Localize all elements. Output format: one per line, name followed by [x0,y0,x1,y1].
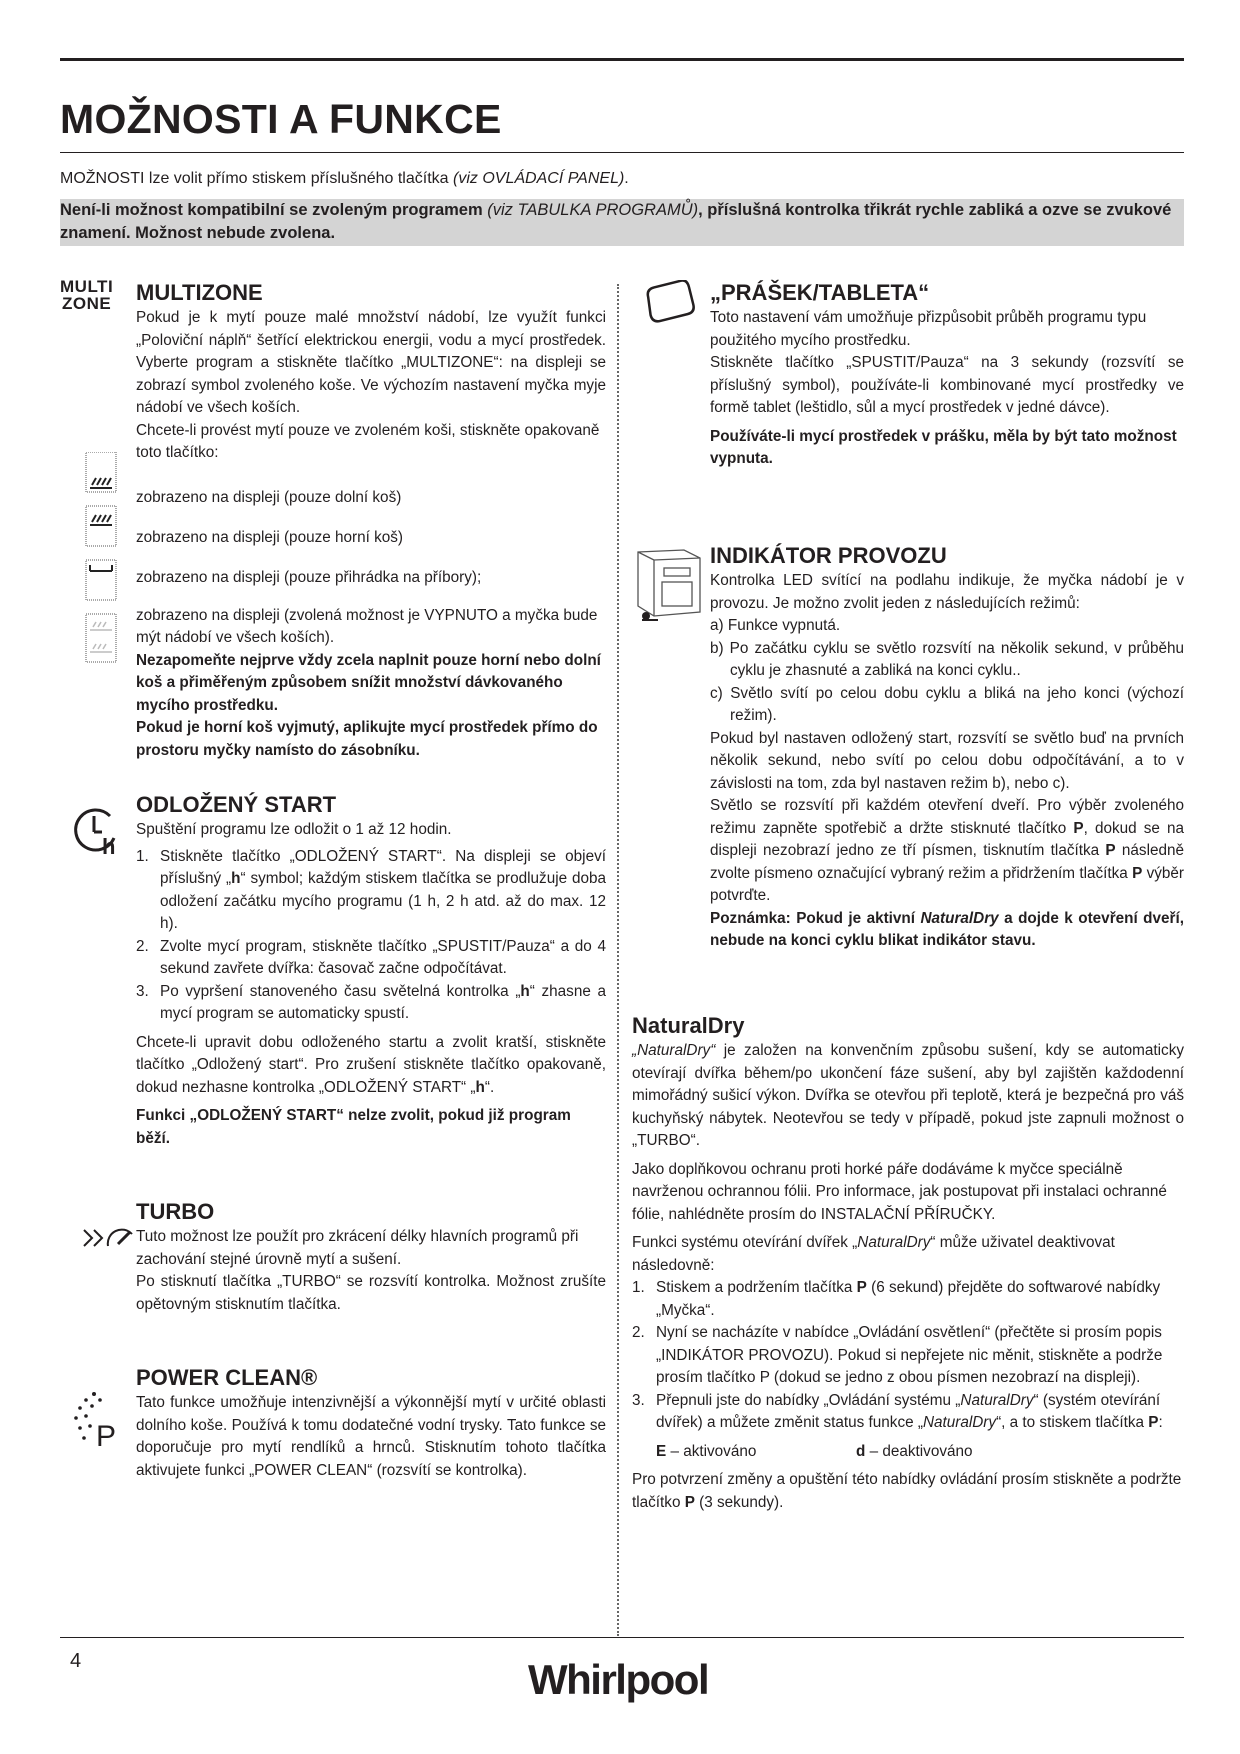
indicator-note-a: Poznámka: Pokud je aktivní [710,909,921,927]
display-row-lower [136,479,606,519]
delay-start-section [136,791,606,1150]
delay-step-3: 3. Po vypršení stanoveného času světelná kontrolka „h“ zhasne a mycí program se automaticky spustí. [136,982,606,1022]
delay-step-2-text: Zvolte mycí program, stiskněte tlačítko „SPUSTIT/Pauza“ a do 4 sekund zavřete dvířka: časovač začne odpočítávat. [160,937,606,977]
delay-step-1-a: Stiskněte tlačítko „ODLOŽENÝ START“. Na displeji se objeví příslušný „ [160,847,606,887]
nd-step-3-d: : [1158,1414,1163,1431]
nd-step-3-a: Přepnuli jste do nabídky „Ovládání systému „ [656,1391,961,1409]
intro-reference: (viz OVLÁDACÍ PANEL) [453,170,625,187]
turbo-icon [82,1222,138,1261]
nd-step-1-b: (6 sekund) přejděte do softwarové nabídky „Myčka“. [656,1279,1161,1319]
multizone-icon [60,278,113,312]
intro-end: . [624,170,629,187]
naturaldry-p3-a: Funkci systému otevírání dvířek „ [632,1234,858,1251]
indicator-p3-key-2: P [1105,842,1116,859]
naturaldry-paragraph-1 [632,1040,1184,1153]
nd-step-3-name: NaturalDry [960,1391,1034,1409]
multizone-paragraph-2: Chcete-li provést mytí pouze ve zvoleném koši, stiskněte opakovaně toto tlačítko: [136,421,600,461]
multizone-bold-2: Pokud je horní koš vyjmutý, aplikujte mycí prostředek přímo do prostoru myčky namísto do zásobníku. [136,719,598,759]
nd-step-3-key: P [1148,1414,1159,1431]
status-enabled [656,1441,856,1464]
naturaldry-step-1: 1. Stiskem a podržením tlačítka P (6 sekund) přejděte do softwarové nabídky „Myčka“. [632,1279,1161,1319]
right-column [710,279,1184,471]
naturaldry-p3-b: “ může uživatel deaktivovat následovně: [632,1234,1115,1274]
tablet-paragraph-2: Stiskněte tlačítko „SPUSTIT/Pauza“ na 3 sekundy (rozsvítí se příslušný symbol), používáte-li kombinované mycí prostředky ve formě tablet (leštidlo, sůl a mycí prostředek v jedné dávce). [710,354,1184,416]
top-rule [60,58,1184,61]
naturaldry-p1-name: „NaturalDry“ [632,1042,716,1059]
display-row-cutlery [136,559,606,599]
power-clean-paragraph: Tato funkce umožňuje intenzivnější a výkonnější mytí v určité oblasti dolního koše. Používá k tomu dodatečné vodní trysky. Tato funkce se doporučuje pro mytí rendlíků a hrnců. Stisknutím tohoto tlačítka aktivujete funkci „POWER CLEAN“ (rozsvítí se kontrolka). [136,1394,606,1479]
naturaldry-steps [632,1277,1184,1435]
status-enabled-letter: E [656,1442,667,1460]
left-column [136,279,606,1482]
indicator-note [710,908,1184,953]
compatibility-warning [60,199,1184,246]
tablet-bold: Používáte-li mycí prostředek v prášku, měla by být tato možnost vypnuta. [710,427,1177,467]
naturaldry-paragraph-2: Jako doplňkovou ochranu proti horké páře dodáváme k myčce speciálně navrženou ochrannou fólii. Pro informace, jak postupovat při instalaci ochranné fólie, nahlédněte prosím do INSTALAČNÍ PŘÍRUČKY. [632,1160,1167,1223]
nd-step-2-text: Nyní se nacházíte v nabídce „Ovládání osvětlení“ (přečtěte si prosím popis „INDIKÁTOR PROVOZU). Pokud si nepřejete nic měnit, stiskněte a podrže prosím tlačítko P (dokud se jedno z obou písmen nezobrazí na displeji). [656,1324,1163,1386]
status-disabled [856,1441,973,1464]
display-upper-text: zobrazeno na displeji (pouze horní koš) [136,529,404,547]
indicator-heading: INDIKÁTOR PROVOZU [710,543,947,568]
indicator-note-b: a dojde k otevření dveří, nebude na konci cyklu blikat indikátor stavu. [710,909,1184,949]
indicator-paragraph-1: Kontrolka LED svítící na podlahu indikuje, že myčka nádobí je v provozu. Je možno zvolit jeden z následujících režimů: [710,572,1184,612]
status-codes [632,1441,1184,1464]
delay-p2-a: Chcete-li upravit dobu odloženého startu a zvolit kratší, stiskněte tlačítko „Odložený start“. Pro zrušení stiskněte tlačítko opakovaně, dokud nezhasne kontrolka „ODLOŽENÝ START“ „ [136,1033,606,1096]
nd-p4-a: Pro potvrzení změny a opuštění této nabídky ovládání prosím stiskněte a podržte tlačítko [632,1471,1182,1511]
multizone-bold-1: Nezapomeňte nejprve vždy zcela naplnit pouze horní nebo dolní koš a přiměřeným způsobem snížit množství dávkovaného mycího prostředku. [136,651,601,714]
indicator-note-naturaldry: NaturalDry [920,909,999,927]
column-divider [617,284,619,1636]
nd-step-3-c: “, a to stiskem tlačítka [996,1414,1149,1431]
indicator-p3-d: výběr potvrďte. [710,864,1185,904]
right-column-indicator [710,542,1184,953]
tablet-section [710,279,1184,471]
delay-start-bold: Funkci „ODLOŽENÝ START“ nelze zvolit, pokud již program běží. [136,1107,571,1147]
turbo-paragraph-1: Tuto možnost lze použít pro zkrácení délky hlavních programů při zachování stejné úrovně mytí a sušení. [136,1228,579,1268]
svg-text:P: P [96,1420,117,1448]
nd-p4-b: (3 sekundy). [694,1493,784,1511]
indicator-p3-c: následně zvolte písmeno označující vybraný režim a přidržením tlačítka [710,842,1184,882]
indicator-mode-b: b) Po začátku cyklu se světlo rozsvítí na několik sekund, v průběhu cyklu je zhasnuté a zabliká na konci cyklu.. [710,639,1184,679]
title-rule [60,152,1184,153]
warning-reference: (viz TABULKA PROGRAMŮ) [487,201,699,219]
indicator-mode-c: c) Světlo svítí po celou dobu cyklu a bliká na jeho konci (výchozí režim). [710,684,1184,724]
delay-start-paragraph-2 [136,1032,606,1100]
turbo-paragraph-2: Po stisknutí tlačítka „TURBO“ se rozsvítí kontrolka. Možnost zrušíte opětovným stisknutím tlačítka. [136,1273,606,1313]
multizone-section [136,279,606,762]
multizone-icon-line2: ZONE [61,294,112,313]
tablet-icon [642,280,696,331]
status-disabled-text: – deaktivováno [865,1442,973,1460]
indicator-paragraph-3 [710,795,1184,908]
tablet-paragraph-1: Toto nastavení vám umožňuje přizpůsobit průběh programu typu použitého mycího prostředku. [710,309,1147,349]
nd-p4-key: P [684,1493,695,1511]
whirlpool-logo: Whirlpool [528,1656,709,1703]
display-row-upper [136,519,606,559]
delay-step-1: 1. Stiskněte tlačítko „ODLOŽENÝ START“. Na displeji se objeví příslušný „h“ symbol; každým stiskem tlačítka se prodlužuje doba odložení začátku mycího programu (1 h, 2 h atd. až do max. 12 h). [136,847,606,932]
delay-start-heading: ODLOŽENÝ START [136,792,337,817]
power-clean-section [136,1364,606,1482]
indicator-p3-a: Světlo se rozsvítí při každém otevření dveří. Pro výběr zvoleného režimu zapněte spotřebič a držte stisknuté tlačítko [710,797,1184,837]
nd-step-3-name-2: NaturalDry [922,1414,997,1431]
warning-text-b: , příslušná kontrolka třikrát rychle zabliká a ozve se zvukové znamení. Možnost nebude zvolena. [60,201,1172,242]
delay-start-icon [72,806,122,861]
naturaldry-p3-name: NaturalDry [857,1234,931,1251]
indicator-mode-a: a) Funkce vypnutá. [710,617,841,634]
bottom-rule [60,1637,1184,1638]
multizone-heading: MULTIZONE [136,280,263,305]
delay-step-3-a: Po vypršení stanoveného času světelná kontrolka „ [160,982,521,1000]
naturaldry-heading: NaturalDry [632,1013,745,1038]
multizone-paragraph-1: Pokud je k mytí pouze malé množství nádobí, lze využít funkci „Poloviční náplň“ šetřící elektrickou energii, vodu a mycí prostředek. Vyberte program a stiskněte tlačítko „MULTIZONE“: na displeji se zobrazí symbol zvoleného koše. Ve výchozím nastavení myčka myje nádobí ve všech koších. [136,309,606,416]
naturaldry-step-3: 3. Přepnuli jste do nabídky „Ovládání systému „NaturalDry“ (systém otevírání dvířek) a můžete změnit status funkce „NaturalDry“, a to stiskem tlačítka P: [632,1391,1163,1431]
status-disabled-letter: d [856,1442,866,1460]
indicator-p3-b: , dokud se na displeji nezobrazí jedno ze tří písmen, tisknutím tlačítka [710,819,1184,859]
dishwasher-indicator-icon [632,548,706,627]
delay-start-steps [136,846,606,1026]
delay-step-1-b: “ symbol; každým stiskem tlačítka se prodlužuje doba odložení začátku mycího programu (1 h, 2 h atd. až do max. 12 h). [160,870,606,932]
basket-display-icons [84,452,118,677]
tablet-heading: „PRÁŠEK/TABLETA“ [710,280,930,305]
naturaldry-step-2: 2. Nyní se nacházíte v nabídce „Ovládání osvětlení“ (přečtěte si prosím popis „INDIKÁTOR PROVOZU). Pokud si nepřejete nic měnit, stiskněte a podrže prosím tlačítko P (dokud se jedno z obou písmen nezobrazí na displeji). [632,1322,1184,1390]
display-off-text: zobrazeno na displeji (zvolená možnost je VYPNUTO a myčka bude mýt nádobí ve všech koších). [136,606,598,646]
delay-step-2: 2. Zvolte mycí program, stiskněte tlačítko „SPUSTIT/Pauza“ a do 4 sekund zavřete dvířka: časovač začne odpočítávat. [136,936,606,981]
page-number: 4 [70,1650,82,1672]
status-enabled-text: – aktivováno [666,1442,757,1460]
delay-p2-h: h [475,1078,485,1096]
indicator-p3-key-1: P [1073,819,1084,837]
display-cutlery-text: zobrazeno na displeji (pouze přihrádka na příbory); [136,569,482,587]
power-clean-icon [72,1390,124,1453]
power-clean-heading: POWER CLEAN® [136,1365,318,1390]
naturaldry-section [632,1012,1184,1514]
intro-line [60,168,629,190]
right-column-naturaldry [632,1012,1184,1514]
warning-text-a: Není-li možnost kompatibilní se zvoleným programem [60,201,483,219]
nd-step-3-b: “ (systém otevírání dvířek) a můžete změnit status funkce „ [656,1391,1161,1431]
indicator-p3-key-3: P [1132,864,1143,882]
delay-step-3-b: “ zhasne a mycí program se automaticky spustí. [160,982,606,1022]
intro-text: MOŽNOSTI lze volit přímo stiskem příslušného tlačítka [60,170,449,187]
indicator-paragraph-2: Pokud byl nastaven odložený start, rozsvítí se světlo buď na prvních několik sekund, nebo svítí po celou dobu odpočítávání, a to v závislosti na tom, zda byl nastaven režim b), nebo c). [710,729,1184,792]
turbo-heading: TURBO [136,1199,215,1224]
naturaldry-p1-text: je založen na konvenčním způsobu sušení, kdy se automaticky otevírají dvířka během/po ukončení fáze sušení, aby byl zajištěn každodenní mimořádný sušicí výkon. Dvířka se otevřou při teplotě, která je bezpečná pro váš kuchyňský nábytek. Neotevřou se tedy v případě, pokud jste zapnuli možnost o „TURBO“. [632,1042,1184,1149]
indicator-section [710,542,1184,953]
nd-step-1-key: P [856,1279,867,1296]
delay-start-intro: Spuštění programu lze odložit o 1 až 12 hodin. [136,821,452,838]
delay-p2-b: “. [484,1078,495,1096]
display-lower-text: zobrazeno na displeji (pouze dolní koš) [136,489,402,507]
delay-step-1-h: h [231,870,241,887]
page-title: MOŽNOSTI A FUNKCE [60,96,502,142]
svg-text:h: h [102,834,116,856]
turbo-section [136,1198,606,1316]
delay-step-3-h: h [520,982,530,1000]
naturaldry-paragraph-3 [632,1232,1184,1277]
naturaldry-paragraph-4 [632,1469,1184,1514]
multizone-icon-line1: MULTI [60,277,114,296]
nd-step-1-a: Stiskem a podržením tlačítka [656,1279,857,1296]
